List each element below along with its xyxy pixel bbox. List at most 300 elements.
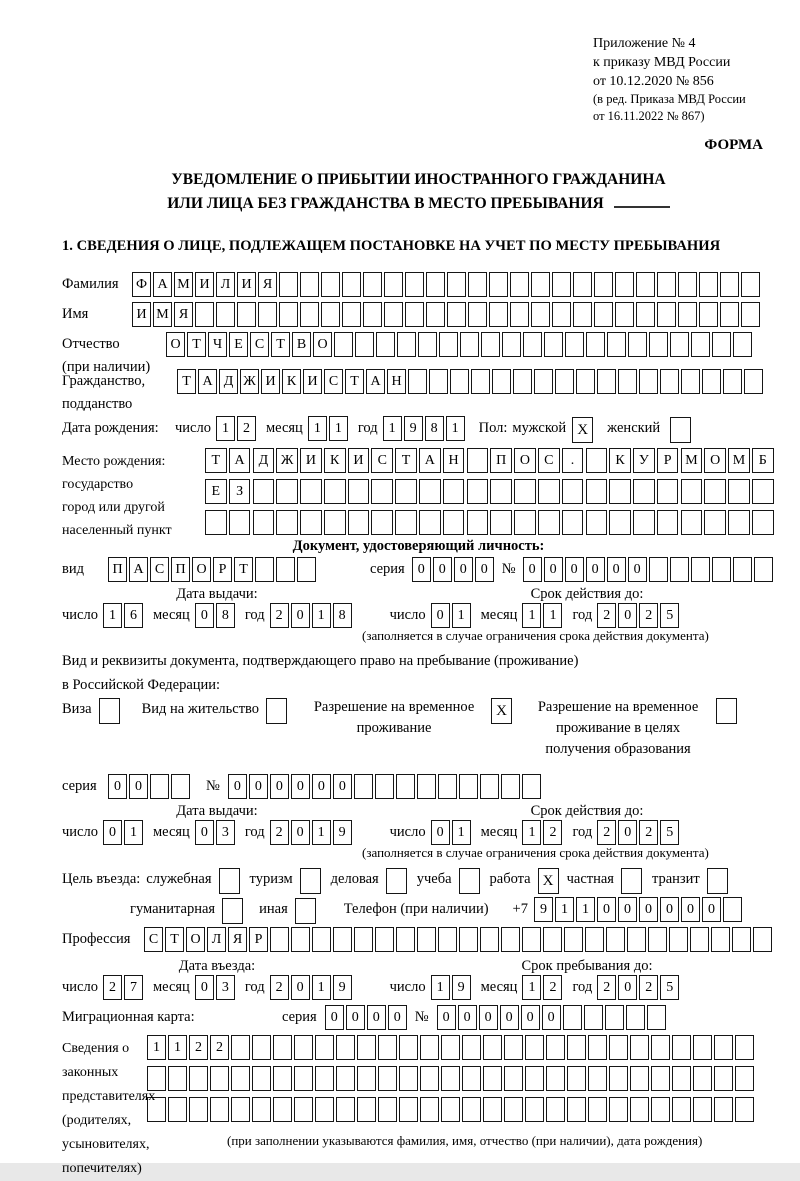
char-cell[interactable]: 0	[702, 897, 721, 922]
char-cell[interactable]	[732, 927, 751, 952]
char-cell[interactable]: С	[538, 448, 560, 473]
char-cell[interactable]	[460, 332, 479, 357]
char-cell[interactable]	[678, 302, 697, 327]
char-cell[interactable]	[538, 479, 560, 504]
char-cell[interactable]	[588, 1066, 607, 1091]
year-cell[interactable]: 9	[333, 820, 352, 845]
char-cell[interactable]	[438, 927, 457, 952]
char-cell[interactable]	[693, 1066, 712, 1091]
char-cell[interactable]	[405, 272, 424, 297]
char-cell[interactable]: Т	[234, 557, 253, 582]
char-cell[interactable]	[468, 302, 487, 327]
char-cell[interactable]	[399, 1035, 418, 1060]
char-cell[interactable]	[252, 1066, 271, 1091]
month-cell[interactable]: 1	[543, 603, 562, 628]
char-cell[interactable]	[231, 1066, 250, 1091]
char-cell[interactable]: О	[186, 927, 205, 952]
year-cell[interactable]: 5	[660, 603, 679, 628]
char-cell[interactable]	[586, 479, 608, 504]
char-cell[interactable]	[704, 479, 726, 504]
char-cell[interactable]	[354, 774, 373, 799]
char-cell[interactable]	[273, 1066, 292, 1091]
char-cell[interactable]	[342, 272, 361, 297]
char-cell[interactable]	[291, 927, 310, 952]
year-cell[interactable]: 0	[618, 975, 637, 1000]
char-cell[interactable]: 0	[249, 774, 268, 799]
char-cell[interactable]	[315, 1066, 334, 1091]
char-cell[interactable]	[510, 272, 529, 297]
char-cell[interactable]: Я	[174, 302, 193, 327]
char-cell[interactable]	[531, 302, 550, 327]
char-cell[interactable]	[744, 369, 763, 394]
char-cell[interactable]	[626, 1005, 645, 1030]
char-cell[interactable]	[252, 1097, 271, 1122]
char-cell[interactable]	[630, 1035, 649, 1060]
char-cell[interactable]	[627, 927, 646, 952]
day-cell[interactable]: 0	[103, 820, 122, 845]
char-cell[interactable]	[660, 369, 679, 394]
char-cell[interactable]	[615, 272, 634, 297]
char-cell[interactable]	[609, 1035, 628, 1060]
char-cell[interactable]: А	[153, 272, 172, 297]
char-cell[interactable]	[510, 302, 529, 327]
char-cell[interactable]: С	[371, 448, 393, 473]
char-cell[interactable]	[395, 510, 417, 535]
char-cell[interactable]	[567, 1066, 586, 1091]
char-cell[interactable]	[728, 479, 750, 504]
day-cell[interactable]: 2	[103, 975, 122, 1000]
char-cell[interactable]: 2	[210, 1035, 229, 1060]
char-cell[interactable]: С	[144, 927, 163, 952]
char-cell[interactable]: 0	[325, 1005, 344, 1030]
birthplace-row1-cells[interactable]	[205, 448, 776, 473]
char-cell[interactable]: П	[171, 557, 190, 582]
char-cell[interactable]	[562, 510, 584, 535]
legal-reps-row2-cells[interactable]	[147, 1066, 756, 1091]
purpose-work-checkbox[interactable]: X	[538, 868, 559, 894]
char-cell[interactable]	[321, 272, 340, 297]
year-cell[interactable]: 2	[597, 603, 616, 628]
char-cell[interactable]	[678, 272, 697, 297]
char-cell[interactable]	[384, 272, 403, 297]
char-cell[interactable]: Р	[213, 557, 232, 582]
char-cell[interactable]	[552, 302, 571, 327]
char-cell[interactable]: И	[300, 448, 322, 473]
year-cell[interactable]: 2	[639, 820, 658, 845]
char-cell[interactable]	[607, 332, 626, 357]
char-cell[interactable]	[447, 302, 466, 327]
char-cell[interactable]	[480, 774, 499, 799]
char-cell[interactable]	[357, 1066, 376, 1091]
char-cell[interactable]: А	[229, 448, 251, 473]
char-cell[interactable]: М	[681, 448, 703, 473]
purpose-tourism-checkbox[interactable]	[300, 868, 321, 894]
char-cell[interactable]	[441, 1035, 460, 1060]
char-cell[interactable]	[471, 369, 490, 394]
year-cell[interactable]: 2	[270, 975, 289, 1000]
char-cell[interactable]	[210, 1066, 229, 1091]
char-cell[interactable]: 0	[228, 774, 247, 799]
char-cell[interactable]	[378, 1035, 397, 1060]
char-cell[interactable]: 0	[523, 557, 542, 582]
char-cell[interactable]	[723, 897, 742, 922]
month-cell[interactable]: 3	[216, 820, 235, 845]
char-cell[interactable]: 0	[639, 897, 658, 922]
char-cell[interactable]	[693, 1097, 712, 1122]
char-cell[interactable]	[741, 302, 760, 327]
surname-cells[interactable]	[132, 272, 762, 297]
char-cell[interactable]	[586, 510, 608, 535]
year-cell[interactable]: 0	[291, 975, 310, 1000]
char-cell[interactable]: 0	[521, 1005, 540, 1030]
char-cell[interactable]	[231, 1035, 250, 1060]
char-cell[interactable]: Е	[229, 332, 248, 357]
day-cell[interactable]: 1	[452, 603, 471, 628]
char-cell[interactable]	[573, 272, 592, 297]
year-cell[interactable]: 2	[270, 820, 289, 845]
char-cell[interactable]	[639, 369, 658, 394]
char-cell[interactable]: Т	[187, 332, 206, 357]
char-cell[interactable]: Я	[258, 272, 277, 297]
char-cell[interactable]	[562, 479, 584, 504]
char-cell[interactable]	[270, 927, 289, 952]
day-cell[interactable]: 1	[103, 603, 122, 628]
char-cell[interactable]	[741, 272, 760, 297]
char-cell[interactable]	[462, 1035, 481, 1060]
char-cell[interactable]: Л	[207, 927, 226, 952]
char-cell[interactable]	[525, 1035, 544, 1060]
char-cell[interactable]: 0	[660, 897, 679, 922]
char-cell[interactable]	[691, 332, 710, 357]
char-cell[interactable]	[419, 479, 441, 504]
char-cell[interactable]	[594, 272, 613, 297]
char-cell[interactable]: 0	[475, 557, 494, 582]
char-cell[interactable]: Р	[249, 927, 268, 952]
char-cell[interactable]	[396, 927, 415, 952]
char-cell[interactable]	[210, 1097, 229, 1122]
char-cell[interactable]: Т	[205, 448, 227, 473]
char-cell[interactable]	[501, 927, 520, 952]
char-cell[interactable]	[395, 479, 417, 504]
char-cell[interactable]: Л	[216, 272, 235, 297]
char-cell[interactable]	[258, 302, 277, 327]
char-cell[interactable]: 1	[576, 897, 595, 922]
char-cell[interactable]	[563, 1005, 582, 1030]
char-cell[interactable]: 0	[500, 1005, 519, 1030]
char-cell[interactable]: М	[174, 272, 193, 297]
char-cell[interactable]: И	[261, 369, 280, 394]
char-cell[interactable]	[552, 272, 571, 297]
char-cell[interactable]	[397, 332, 416, 357]
year-cell[interactable]: 0	[618, 820, 637, 845]
char-cell[interactable]	[378, 1066, 397, 1091]
char-cell[interactable]	[720, 302, 739, 327]
char-cell[interactable]	[636, 302, 655, 327]
day-cell[interactable]: 7	[124, 975, 143, 1000]
char-cell[interactable]	[273, 1097, 292, 1122]
char-cell[interactable]	[321, 302, 340, 327]
char-cell[interactable]	[586, 448, 608, 473]
char-cell[interactable]	[564, 927, 583, 952]
month-cell[interactable]: 0	[195, 603, 214, 628]
char-cell[interactable]	[669, 927, 688, 952]
year-cell[interactable]: 1	[446, 416, 465, 441]
char-cell[interactable]	[276, 557, 295, 582]
char-cell[interactable]: Б	[752, 448, 774, 473]
char-cell[interactable]	[489, 272, 508, 297]
char-cell[interactable]	[735, 1097, 754, 1122]
char-cell[interactable]	[585, 927, 604, 952]
month-cell[interactable]: 1	[308, 416, 327, 441]
firstname-cells[interactable]	[132, 302, 762, 327]
migration-number-cells[interactable]	[437, 1005, 668, 1030]
char-cell[interactable]	[357, 1097, 376, 1122]
char-cell[interactable]: Ч	[208, 332, 227, 357]
char-cell[interactable]: 0	[312, 774, 331, 799]
char-cell[interactable]	[672, 1097, 691, 1122]
purpose-transit-checkbox[interactable]	[707, 868, 728, 894]
char-cell[interactable]: Ф	[132, 272, 151, 297]
char-cell[interactable]	[336, 1035, 355, 1060]
day-cell[interactable]: 6	[124, 603, 143, 628]
legal-reps-row3-cells[interactable]	[147, 1097, 756, 1122]
char-cell[interactable]	[324, 510, 346, 535]
char-cell[interactable]	[523, 332, 542, 357]
char-cell[interactable]	[522, 774, 541, 799]
char-cell[interactable]	[699, 272, 718, 297]
char-cell[interactable]	[231, 1097, 250, 1122]
char-cell[interactable]	[443, 479, 465, 504]
char-cell[interactable]	[459, 774, 478, 799]
char-cell[interactable]: 0	[367, 1005, 386, 1030]
char-cell[interactable]	[704, 510, 726, 535]
char-cell[interactable]: А	[198, 369, 217, 394]
char-cell[interactable]	[609, 1097, 628, 1122]
char-cell[interactable]	[467, 510, 489, 535]
profession-cells[interactable]	[144, 927, 774, 952]
char-cell[interactable]: 1	[555, 897, 574, 922]
char-cell[interactable]: А	[129, 557, 148, 582]
char-cell[interactable]	[538, 510, 560, 535]
char-cell[interactable]	[300, 272, 319, 297]
char-cell[interactable]	[441, 1097, 460, 1122]
char-cell[interactable]	[546, 1097, 565, 1122]
char-cell[interactable]	[443, 510, 465, 535]
purpose-humanitarian-checkbox[interactable]	[222, 898, 243, 924]
char-cell[interactable]	[312, 927, 331, 952]
char-cell[interactable]	[384, 302, 403, 327]
month-cell[interactable]: 3	[216, 975, 235, 1000]
char-cell[interactable]	[649, 557, 668, 582]
year-cell[interactable]: 0	[291, 603, 310, 628]
char-cell[interactable]	[334, 332, 353, 357]
char-cell[interactable]	[712, 557, 731, 582]
char-cell[interactable]	[567, 1097, 586, 1122]
char-cell[interactable]	[279, 302, 298, 327]
char-cell[interactable]	[420, 1035, 439, 1060]
day-cell[interactable]: 0	[431, 820, 450, 845]
char-cell[interactable]: Я	[228, 927, 247, 952]
char-cell[interactable]	[597, 369, 616, 394]
year-cell[interactable]: 9	[333, 975, 352, 1000]
month-cell[interactable]: 2	[543, 975, 562, 1000]
purpose-private-checkbox[interactable]	[621, 868, 642, 894]
char-cell[interactable]	[399, 1066, 418, 1091]
year-cell[interactable]: 2	[270, 603, 289, 628]
char-cell[interactable]	[189, 1066, 208, 1091]
char-cell[interactable]	[396, 774, 415, 799]
char-cell[interactable]	[609, 1066, 628, 1091]
char-cell[interactable]	[459, 927, 478, 952]
char-cell[interactable]	[150, 774, 169, 799]
char-cell[interactable]	[229, 510, 251, 535]
char-cell[interactable]	[753, 927, 772, 952]
char-cell[interactable]: О	[704, 448, 726, 473]
char-cell[interactable]	[586, 332, 605, 357]
char-cell[interactable]	[714, 1035, 733, 1060]
char-cell[interactable]	[205, 510, 227, 535]
char-cell[interactable]: И	[132, 302, 151, 327]
year-cell[interactable]: 8	[333, 603, 352, 628]
char-cell[interactable]: 0	[433, 557, 452, 582]
char-cell[interactable]: 0	[597, 897, 616, 922]
char-cell[interactable]	[699, 302, 718, 327]
char-cell[interactable]	[752, 479, 774, 504]
char-cell[interactable]	[502, 332, 521, 357]
char-cell[interactable]	[276, 510, 298, 535]
char-cell[interactable]: О	[192, 557, 211, 582]
char-cell[interactable]	[376, 332, 395, 357]
char-cell[interactable]	[371, 510, 393, 535]
month-cell[interactable]: 8	[216, 603, 235, 628]
char-cell[interactable]	[294, 1097, 313, 1122]
char-cell[interactable]	[429, 369, 448, 394]
year-cell[interactable]: 2	[597, 975, 616, 1000]
char-cell[interactable]: 0	[479, 1005, 498, 1030]
char-cell[interactable]	[546, 1066, 565, 1091]
month-cell[interactable]: 0	[195, 820, 214, 845]
char-cell[interactable]	[691, 557, 710, 582]
char-cell[interactable]: 0	[454, 557, 473, 582]
char-cell[interactable]	[754, 557, 773, 582]
char-cell[interactable]: Д	[219, 369, 238, 394]
char-cell[interactable]: 9	[534, 897, 553, 922]
month-cell[interactable]: 1	[522, 820, 541, 845]
char-cell[interactable]	[357, 1035, 376, 1060]
year-cell[interactable]: 1	[312, 603, 331, 628]
char-cell[interactable]: К	[324, 448, 346, 473]
char-cell[interactable]	[237, 302, 256, 327]
doc-kind-cells[interactable]	[108, 557, 318, 582]
char-cell[interactable]	[490, 479, 512, 504]
char-cell[interactable]	[483, 1066, 502, 1091]
char-cell[interactable]	[189, 1097, 208, 1122]
year-cell[interactable]: 8	[425, 416, 444, 441]
char-cell[interactable]	[168, 1066, 187, 1091]
purpose-commercial-checkbox[interactable]	[386, 868, 407, 894]
char-cell[interactable]: Р	[657, 448, 679, 473]
char-cell[interactable]: И	[303, 369, 322, 394]
char-cell[interactable]: И	[237, 272, 256, 297]
char-cell[interactable]	[514, 479, 536, 504]
char-cell[interactable]: 2	[189, 1035, 208, 1060]
char-cell[interactable]	[681, 479, 703, 504]
char-cell[interactable]	[417, 927, 436, 952]
char-cell[interactable]	[504, 1035, 523, 1060]
char-cell[interactable]	[195, 302, 214, 327]
char-cell[interactable]	[363, 302, 382, 327]
day-cell[interactable]: 1	[431, 975, 450, 1000]
char-cell[interactable]	[728, 510, 750, 535]
char-cell[interactable]	[419, 510, 441, 535]
char-cell[interactable]	[546, 1035, 565, 1060]
char-cell[interactable]	[670, 557, 689, 582]
char-cell[interactable]: 0	[412, 557, 431, 582]
char-cell[interactable]	[336, 1097, 355, 1122]
residence-permit-checkbox[interactable]	[266, 698, 287, 724]
char-cell[interactable]: 0	[628, 557, 647, 582]
char-cell[interactable]: А	[366, 369, 385, 394]
char-cell[interactable]	[657, 479, 679, 504]
char-cell[interactable]	[565, 332, 584, 357]
char-cell[interactable]	[651, 1035, 670, 1060]
char-cell[interactable]	[714, 1066, 733, 1091]
char-cell[interactable]: Е	[205, 479, 227, 504]
char-cell[interactable]	[543, 927, 562, 952]
patronymic-cells[interactable]	[166, 332, 754, 357]
visa-checkbox[interactable]	[99, 698, 120, 724]
char-cell[interactable]: 0	[681, 897, 700, 922]
char-cell[interactable]	[672, 1066, 691, 1091]
char-cell[interactable]: И	[348, 448, 370, 473]
char-cell[interactable]	[426, 272, 445, 297]
char-cell[interactable]	[168, 1097, 187, 1122]
char-cell[interactable]	[492, 369, 511, 394]
char-cell[interactable]	[300, 302, 319, 327]
char-cell[interactable]	[723, 369, 742, 394]
char-cell[interactable]: 0	[542, 1005, 561, 1030]
char-cell[interactable]	[609, 479, 631, 504]
year-cell[interactable]: 2	[639, 975, 658, 1000]
char-cell[interactable]	[573, 302, 592, 327]
char-cell[interactable]	[480, 927, 499, 952]
char-cell[interactable]	[439, 332, 458, 357]
char-cell[interactable]	[618, 369, 637, 394]
char-cell[interactable]	[702, 369, 721, 394]
stay-series-cells[interactable]	[108, 774, 192, 799]
char-cell[interactable]: К	[282, 369, 301, 394]
day-cell[interactable]: 2	[237, 416, 256, 441]
sex-male-checkbox[interactable]: X	[572, 417, 593, 443]
char-cell[interactable]	[297, 557, 316, 582]
char-cell[interactable]	[342, 302, 361, 327]
migration-series-cells[interactable]	[325, 1005, 409, 1030]
char-cell[interactable]	[733, 557, 752, 582]
char-cell[interactable]	[375, 774, 394, 799]
char-cell[interactable]	[462, 1097, 481, 1122]
char-cell[interactable]: Т	[177, 369, 196, 394]
char-cell[interactable]: К	[609, 448, 631, 473]
char-cell[interactable]	[657, 272, 676, 297]
char-cell[interactable]: И	[195, 272, 214, 297]
char-cell[interactable]: .	[562, 448, 584, 473]
char-cell[interactable]	[336, 1066, 355, 1091]
char-cell[interactable]	[584, 1005, 603, 1030]
char-cell[interactable]	[588, 1097, 607, 1122]
month-cell[interactable]: 1	[522, 603, 541, 628]
char-cell[interactable]	[273, 1035, 292, 1060]
char-cell[interactable]	[504, 1097, 523, 1122]
